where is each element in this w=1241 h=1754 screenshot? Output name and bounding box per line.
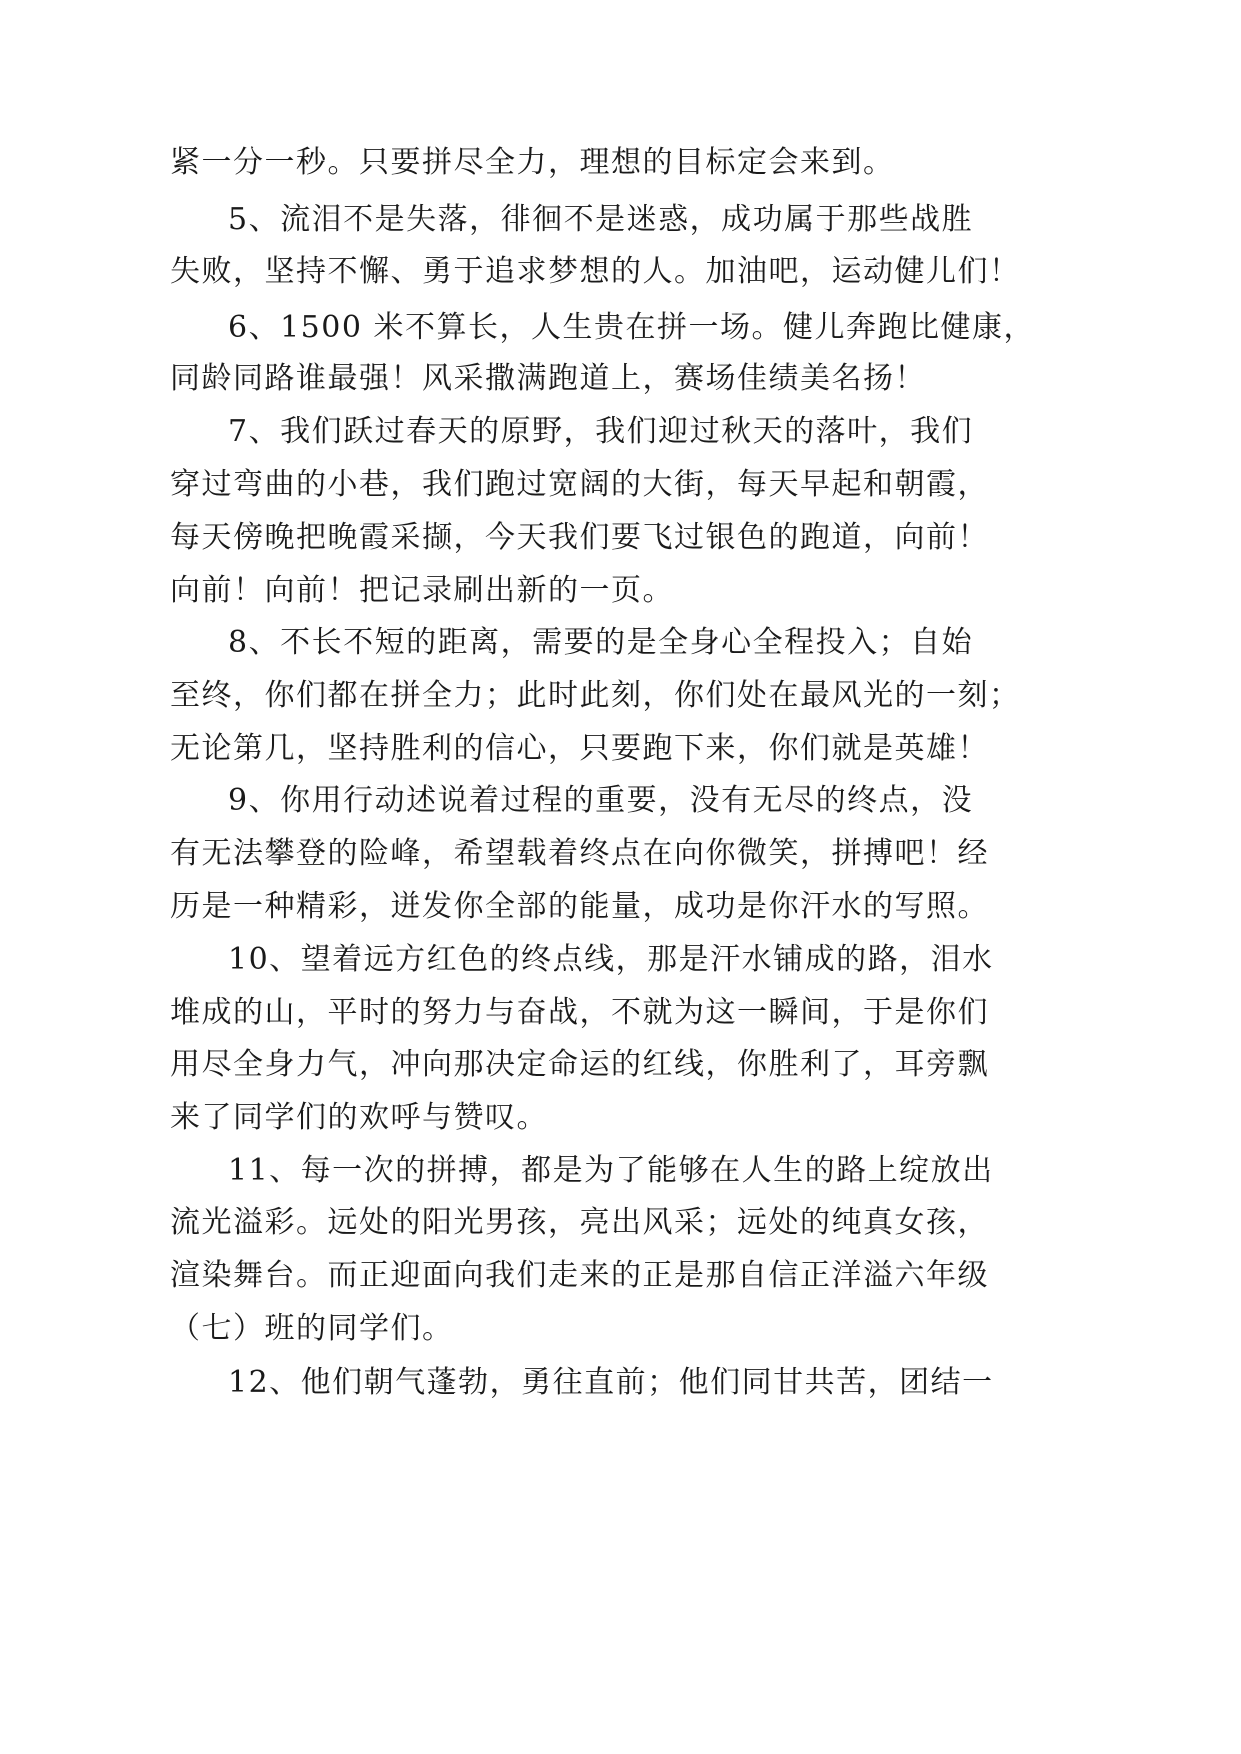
text-line: 用尽全身力气，冲向那决定命运的红线，你胜利了，耳旁飘 <box>170 1047 989 1082</box>
text-line: 9、你用行动述说着过程的重要，没有无尽的终点，没 <box>228 783 974 818</box>
text-line: 流光溢彩。远处的阳光男孩，亮出风采；远处的纯真女孩， <box>170 1205 989 1240</box>
text-line: 6、1500 米不算长，人生贵在拼一场。健儿奔跑比健康， <box>228 310 1035 345</box>
text-line: 紧一分一秒。只要拼尽全力，理想的目标定会来到。 <box>170 145 895 180</box>
text-line: 向前！向前！把记录刷出新的一页。 <box>170 573 674 608</box>
text-line: 8、不长不短的距离，需要的是全身心全程投入；自始 <box>228 625 974 660</box>
text-line: 无论第几，坚持胜利的信心，只要跑下来，你们就是英雄！ <box>170 731 989 766</box>
text-line: 5、流泪不是失落，徘徊不是迷惑，成功属于那些战胜 <box>228 202 974 237</box>
text-line: 至终，你们都在拼全力；此时此刻，你们处在最风光的一刻； <box>170 678 1021 713</box>
text-line: 11、每一次的拼搏，都是为了能够在人生的路上绽放出 <box>228 1153 994 1188</box>
text-line: 12、他们朝气蓬勃，勇往直前；他们同甘共苦，团结一 <box>228 1365 994 1400</box>
text-line: 失败，坚持不懈、勇于追求梦想的人。加油吧，运动健儿们！ <box>170 254 1021 289</box>
text-line: 每天傍晚把晚霞采撷，今天我们要飞过银色的跑道，向前！ <box>170 520 989 555</box>
text-line: （七）班的同学们。 <box>170 1311 454 1346</box>
text-line: 堆成的山，平时的努力与奋战，不就为这一瞬间，于是你们 <box>170 995 989 1030</box>
text-line: 同龄同路谁最强！风采撒满跑道上，赛场佳绩美名扬！ <box>170 361 926 396</box>
text-line: 穿过弯曲的小巷，我们跑过宽阔的大街，每天早起和朝霞， <box>170 467 989 502</box>
text-line: 10、望着远方红色的终点线，那是汗水铺成的路，泪水 <box>228 942 994 977</box>
text-line: 7、我们跃过春天的原野，我们迎过秋天的落叶，我们 <box>228 414 974 449</box>
text-line: 历是一种精彩，迸发你全部的能量，成功是你汗水的写照。 <box>170 889 989 924</box>
text-line: 渲染舞台。而正迎面向我们走来的正是那自信正洋溢六年级 <box>170 1258 989 1293</box>
text-line: 来了同学们的欢呼与赞叹。 <box>170 1100 548 1135</box>
text-line: 有无法攀登的险峰，希望载着终点在向你微笑，拼搏吧！经 <box>170 836 989 871</box>
